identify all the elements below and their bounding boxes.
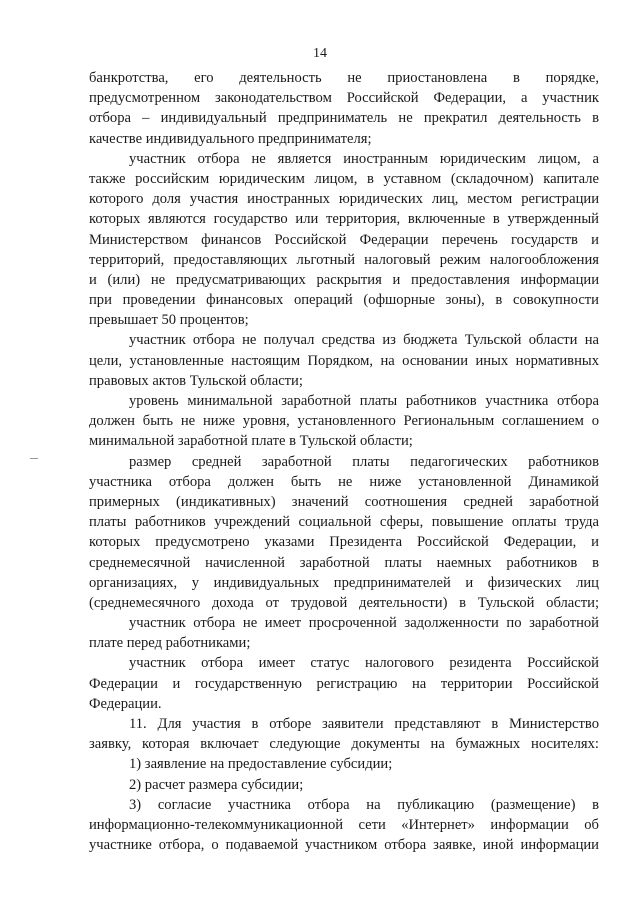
text-line: качестве индивидуального предпринимателя; [89, 130, 372, 147]
document-body [89, 68, 599, 855]
text-line: минимальной заработной плате в Тульской области; [89, 433, 413, 450]
text-line: и (или) не предусматривающих раскрытия и предоставления информации [89, 271, 599, 288]
text-line: которых являются государство или территория, включенные в утвержденный [89, 211, 599, 228]
text-line: участник отбора имеет статус налогового резидента Российской [129, 655, 599, 672]
text-line: предусмотренном законодательством Российской Федерации, а участник [89, 90, 599, 107]
text-line: отбора – индивидуальный предприниматель не прекратил деятельность в [89, 110, 599, 127]
text-line: (среднемесячного дохода от трудовой деятельности) в Тульской области; [89, 594, 599, 611]
text-line: плате перед работниками; [89, 635, 251, 652]
text-line: уровень минимальной заработной платы работников участника отбора [129, 393, 599, 409]
text-line: среднемесячной начисленной заработной платы наемных работников в [89, 554, 599, 571]
text-line: правовых актов Тульской области; [89, 372, 303, 389]
text-line: Федерации и государственную регистрацию на территории Российской [89, 675, 599, 692]
text-line: платы работников учреждений социальной сферы, повышение оплаты труда [89, 514, 599, 531]
text-line: участника отбора должен быть не ниже установленной Динамикой [89, 473, 599, 490]
text-line: 11. Для участия в отборе заявители представляют в Министерство [129, 716, 599, 732]
page-number: 14 [313, 46, 327, 61]
text-line: заявку, которая включает следующие документы на бумажных носителях: [89, 736, 599, 753]
text-line: информационно-телекоммуникационной сети «Интернет» информации об [89, 816, 599, 833]
text-line: цели, установленные настоящим Порядком, на основании иных нормативных [89, 352, 599, 369]
text-line: 2) расчет размера субсидии; [129, 776, 304, 793]
text-line: 1) заявление на предоставление субсидии; [129, 756, 393, 773]
text-line: которых предусмотрено указами Президента Российской Федерации, и [89, 534, 599, 551]
margin-mark [30, 458, 38, 459]
text-line: банкротства, его деятельность не приостановлена в порядке, [89, 70, 599, 86]
text-line: размер средней заработной платы педагогических работников [129, 453, 599, 470]
text-line: превышает 50 процентов; [89, 312, 249, 329]
text-line: участник отбора не получал средства из бюджета Тульской области на [129, 332, 599, 349]
text-line: 3) согласие участника отбора на публикацию (размещение) в [129, 796, 599, 813]
text-line: участнике отбора, о подаваемой участником отбора заявке, иной информации [89, 837, 599, 854]
text-line: при проведении финансовых операций (офшорные зоны), в совокупности [89, 292, 599, 309]
text-line: Федерации. [89, 695, 162, 712]
text-line: участник отбора не имеет просроченной задолженности по заработной [129, 615, 599, 632]
text-line: должен быть не ниже уровня, установленного Региональным соглашением о [89, 413, 599, 430]
text-line: Министерством финансов Российской Федерации перечень государств и [89, 231, 599, 248]
text-line: которого доля участия иностранных юридических лиц, местом регистрации [89, 191, 599, 208]
text-line: организациях, у индивидуальных предпринимателей и физических лиц [89, 574, 599, 591]
text-line: участник отбора не является иностранным юридическим лицом, а [129, 150, 599, 167]
text-line: территорий, предоставляющих льготный налоговый режим налогообложения [89, 251, 599, 268]
text-line: также российским юридическим лицом, в уставном (складочном) капитале [89, 170, 599, 187]
text-line: примерных (индикативных) значений соотношения средней заработной [89, 493, 599, 510]
